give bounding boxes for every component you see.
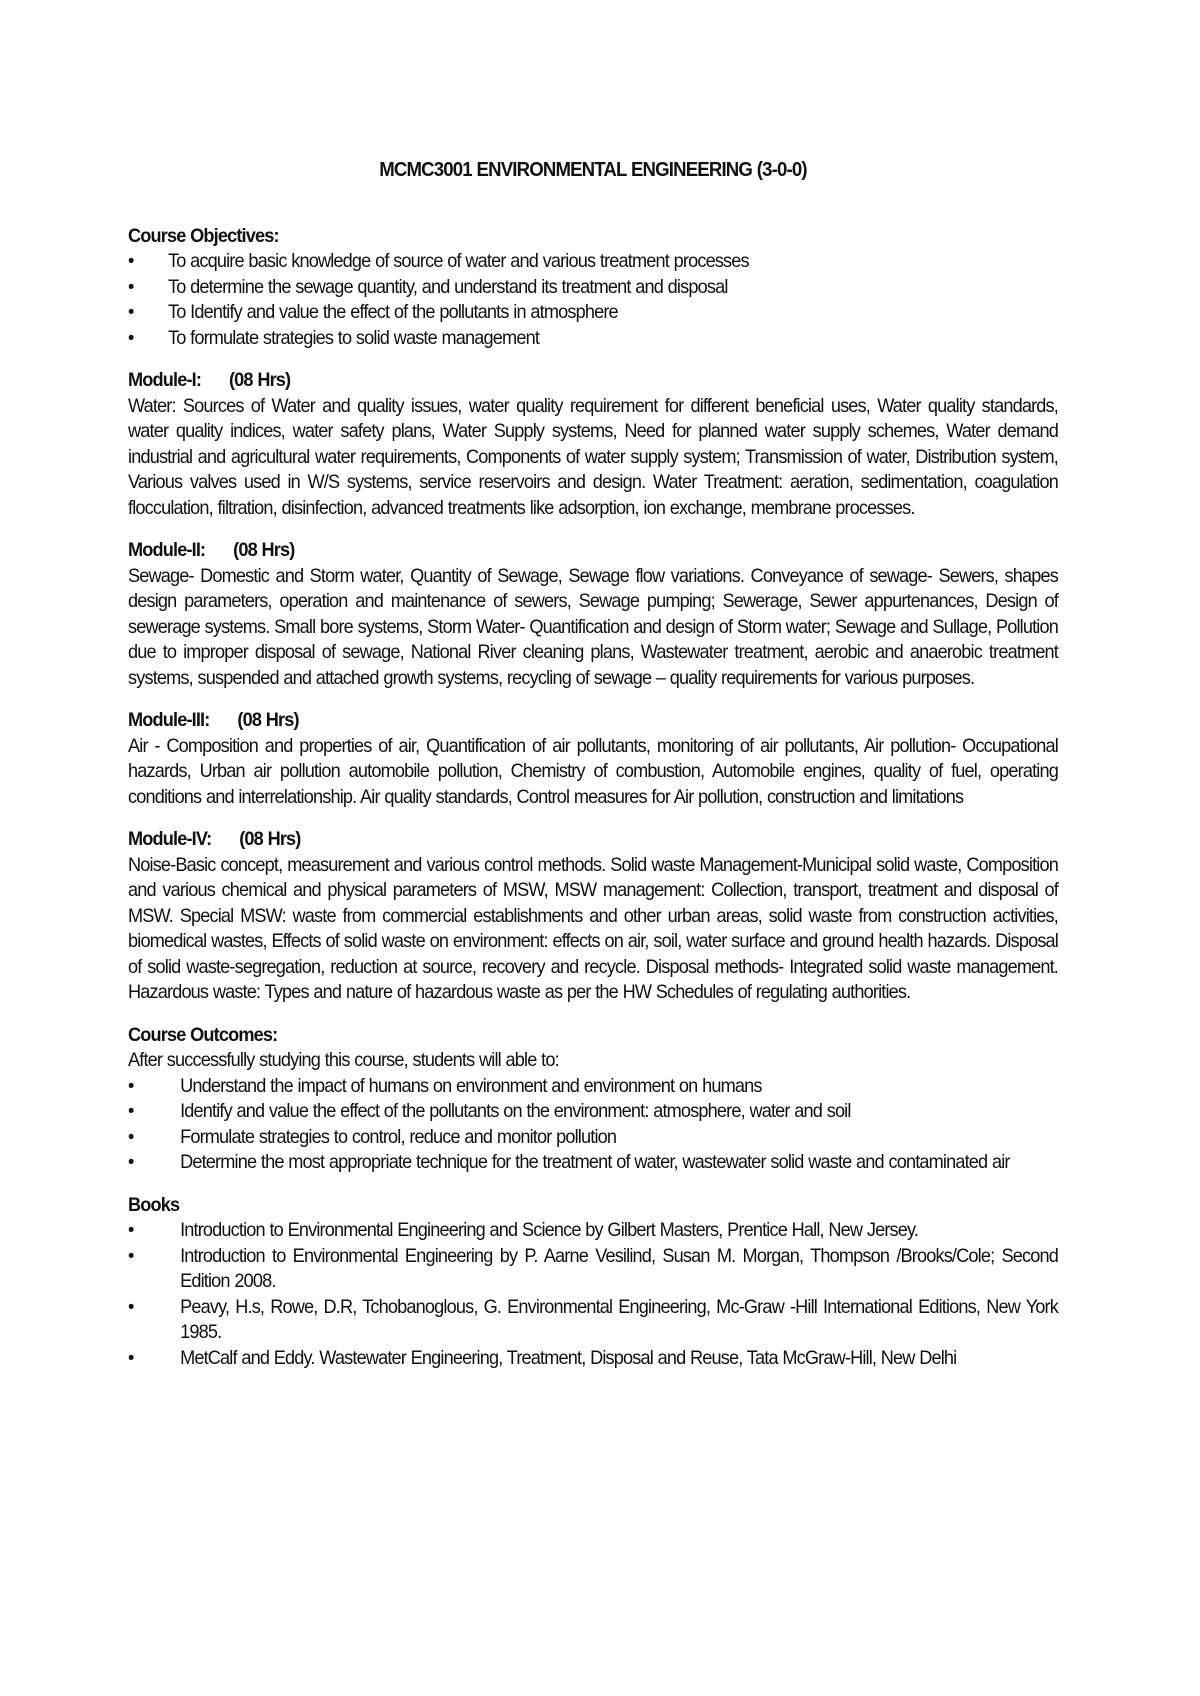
list-item-text: To formulate strategies to solid waste management	[167, 326, 540, 349]
bullet-icon: •	[128, 1074, 134, 1097]
module-1-section	[128, 368, 1058, 521]
bullet-icon: •	[128, 326, 134, 349]
course-objectives-list	[128, 249, 1058, 351]
list-item-text: Introduction to Environmental Engineering by P. Aarne Vesilind, Susan M. Morgan, Thompson /Brooks/Cole; Second Edition 2008.	[180, 1244, 1058, 1292]
course-outcomes-heading: Course Outcomes:	[128, 1023, 278, 1046]
list-item-text: Peavy, H.s, Rowe, D.R, Tchobanoglous, G. Environmental Engineering, Mc-Graw -Hill International Editions, New York 1985.	[180, 1295, 1058, 1343]
course-outcomes-intro: After successfully studying this course, students will able to:	[128, 1049, 559, 1071]
module-4-section	[128, 827, 1058, 1006]
bullet-icon: •	[128, 1295, 134, 1318]
module-hours: (08 Hrs)	[228, 369, 291, 391]
module-3-content: Air - Composition and properties of air, Quantification of air pollutants, monitoring of air pollutants, Air pollution- Occupational hazards, Urban air pollution automobile pollution, Chemistry of combustion, Automobile engines, quality of fuel, operating conditions and interrelationship. Air quality standards, Control measures for Air pollution, construction and limitations	[128, 734, 1058, 808]
list-item-text: To Identify and value the effect of the pollutants in atmosphere	[167, 301, 618, 323]
books-list	[128, 1218, 1058, 1371]
list-item	[128, 1099, 1058, 1125]
course-title: MCMC3001 ENVIRONMENTAL ENGINEERING (3-0-0)	[379, 159, 807, 181]
module-hours: (08 Hrs)	[237, 709, 299, 731]
list-item	[128, 1218, 1058, 1244]
books-section	[128, 1193, 1058, 1372]
bullet-icon: •	[128, 1346, 134, 1369]
module-2-heading	[128, 538, 1058, 564]
list-item	[128, 1295, 1058, 1346]
list-item	[128, 300, 1058, 326]
bullet-icon: •	[128, 1125, 134, 1148]
module-3-heading	[128, 708, 1058, 734]
bullet-icon: •	[128, 1100, 134, 1122]
module-4-content: Noise-Basic concept, measurement and various control methods. Solid waste Management-Municipal solid waste, Composition and various chemical and physical parameters of MSW, MSW management: Collection, transport, treatment and disposal of MSW. Special MSW: waste from commercial establishments and other urban areas, solid waste from construction activities, biomedical wastes, Effects of solid waste on environment: effects on air, soil, water surface and ground health hazards. Disposal of solid waste-segregation, reduction at source, recovery and recycle. Disposal methods- Integrated solid waste management. Hazardous waste: Types and nature of hazardous waste as per the HW Schedules of regulating authorities.	[128, 853, 1058, 1003]
list-item	[128, 249, 1058, 275]
module-name: Module-I:	[128, 369, 202, 391]
course-objectives-section	[128, 224, 1058, 352]
list-item	[128, 1346, 1058, 1372]
bullet-icon: •	[128, 275, 134, 298]
list-item-text: To acquire basic knowledge of source of water and various treatment processes	[167, 250, 749, 272]
module-name: Module-IV:	[128, 828, 212, 850]
module-hours: (08 Hrs)	[233, 539, 295, 561]
list-item-text: Introduction to Environmental Engineering and Science by Gilbert Masters, Prentice Hall, New Jersey.	[180, 1219, 919, 1241]
list-item-text: Understand the impact of humans on environment and environment on humans	[180, 1074, 762, 1097]
course-outcomes-section	[128, 1023, 1058, 1176]
list-item	[128, 1074, 1058, 1100]
list-item-text: To determine the sewage quantity, and understand its treatment and disposal	[167, 275, 728, 298]
module-3-section	[128, 708, 1058, 810]
module-1-heading	[128, 368, 1058, 394]
list-item-text: MetCalf and Eddy. Wastewater Engineering, Treatment, Disposal and Reuse, Tata McGraw-Hill, New Delhi	[180, 1346, 957, 1369]
module-2-section	[128, 538, 1058, 691]
course-outcomes-list	[128, 1074, 1058, 1176]
list-item-text: Identify and value the effect of the pollutants on the environment: atmosphere, water and soil	[180, 1100, 851, 1122]
bullet-icon: •	[128, 1244, 134, 1267]
list-item-text: Formulate strategies to control, reduce and monitor pollution	[180, 1125, 617, 1148]
module-4-heading	[128, 827, 1058, 853]
syllabus-page	[128, 158, 1058, 1388]
list-item	[128, 1125, 1058, 1151]
module-1-content: Water: Sources of Water and quality issues, water quality requirement for different beneficial uses, Water quality standards, water quality indices, water safety plans, Water Supply systems, Need for planned water supply schemes, Water demand industrial and agricultural water requirements, Components of water supply system; Transmission of water, Distribution system, Various valves used in W/S systems, service reservoirs and design. Water Treatment: aeration, sedimentation, coagulation flocculation, filtration, disinfection, advanced treatments like adsorption, ion exchange, membrane processes.	[128, 394, 1058, 519]
list-item	[128, 326, 1058, 352]
module-name: Module-II:	[128, 539, 206, 561]
module-name: Module-III:	[128, 709, 210, 731]
bullet-icon: •	[128, 1151, 134, 1173]
bullet-icon: •	[128, 301, 134, 323]
bullet-icon: •	[128, 1219, 134, 1241]
module-2-content: Sewage- Domestic and Storm water, Quantity of Sewage, Sewage flow variations. Conveyance of sewage- Sewers, shapes design parameters, operation and maintenance of sewers, Sewage pumping; Sewerage, Sewer appurtenances, Design of sewerage systems. Small bore systems, Storm Water- Quantification and design of Storm water; Sewage and Sullage, Pollution due to improper disposal of sewage, National River cleaning plans, Wastewater treatment, aerobic and anaerobic treatment systems, suspended and attached growth systems, recycling of sewage – quality requirements for various purposes.	[128, 564, 1058, 689]
list-item	[128, 1150, 1058, 1176]
bullet-icon: •	[128, 250, 134, 272]
list-item-text: Determine the most appropriate technique for the treatment of water, wastewater solid waste and contaminated air	[180, 1151, 1010, 1173]
module-hours: (08 Hrs)	[239, 828, 301, 850]
books-heading: Books	[128, 1193, 180, 1216]
list-item	[128, 1244, 1058, 1295]
list-item	[128, 275, 1058, 301]
course-objectives-heading: Course Objectives:	[128, 224, 279, 247]
